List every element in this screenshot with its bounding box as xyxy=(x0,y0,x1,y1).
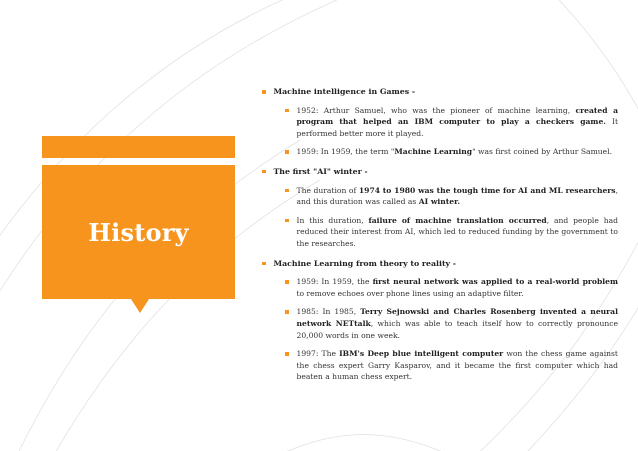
bold-text-run: IBM's Deep blue intelligent computer xyxy=(339,349,504,359)
bold-text-run: Terry Sejnowski and Charles Rosenberg invented a neural network NETtalk xyxy=(296,307,618,328)
section xyxy=(262,86,618,158)
sub-bullet-text xyxy=(297,105,619,140)
text-run: 1959: In 1959, the xyxy=(296,277,373,287)
sub-bullet-item xyxy=(285,215,618,250)
sub-bullet-item xyxy=(285,348,618,383)
text-run: , and people had reduced their interest from AI, which led to reduced funding by the government to the researches. xyxy=(296,215,618,248)
sub-bullet-text xyxy=(297,348,619,383)
accent-bar xyxy=(42,136,235,158)
text-run: , which was able to teach itself how to correctly pronounce 20,000 words in one week. xyxy=(296,318,618,340)
text-run: In this duration, xyxy=(296,215,369,225)
bullet-icon xyxy=(285,189,289,193)
sub-bullet-item xyxy=(285,276,618,299)
text-run: 1997: The xyxy=(296,349,340,359)
text-run: 1959: In 1959, the term " xyxy=(296,147,395,157)
bullet-icon xyxy=(262,262,266,266)
sub-bullet-item xyxy=(285,185,618,208)
sub-bullet-text xyxy=(297,215,619,250)
bullet-icon xyxy=(262,90,266,94)
sub-bullet-text xyxy=(297,306,619,341)
section-heading-text: Machine Learning from theory to reality - xyxy=(273,258,457,268)
bold-text-run: created a program that helped an IBM computer to play a checkers game. xyxy=(296,105,618,127)
text-run: " was first coined by Arthur Samuel. xyxy=(472,147,613,157)
bullet-icon xyxy=(285,352,289,356)
sub-bullet-text xyxy=(297,146,619,158)
section-heading-text: The first "AI" winter - xyxy=(273,166,368,176)
section xyxy=(262,166,618,250)
bold-text-run: failure of machine translation occurred xyxy=(368,215,547,225)
bullet-icon xyxy=(285,219,289,223)
slide-title: History xyxy=(88,217,189,247)
bold-text-run: 1974 to 1980 was the tough time for AI and ML researchers xyxy=(358,185,616,195)
bullet-icon xyxy=(285,150,289,154)
section-heading xyxy=(262,166,618,178)
bullet-list xyxy=(262,86,618,391)
bold-text-run: first neural network was applied to a real-world problem xyxy=(372,277,619,287)
sub-bullet-item xyxy=(285,105,618,140)
text-run: The duration of xyxy=(296,185,359,195)
section-heading xyxy=(262,86,618,98)
title-box xyxy=(42,165,235,299)
title-pointer xyxy=(131,299,149,313)
text-run: It performed better more it played. xyxy=(296,117,618,138)
bullet-icon xyxy=(285,109,289,113)
section-heading-text: Machine intelligence in Games - xyxy=(273,87,416,96)
arc-line xyxy=(250,435,460,451)
bullet-icon xyxy=(262,170,266,174)
text-run: 1952: Arthur Samuel, who was the pioneer of machine learning, xyxy=(296,105,576,115)
sub-bullet-item xyxy=(285,146,618,158)
text-run: to remove echoes over phone lines using an adaptive filter. xyxy=(296,288,524,298)
section xyxy=(262,258,618,383)
sub-bullet-item xyxy=(285,306,618,341)
sub-bullet-text xyxy=(297,276,619,299)
bullet-icon xyxy=(285,280,289,284)
sub-bullet-text xyxy=(297,185,619,208)
bold-text-run: AI winter. xyxy=(418,197,461,207)
text-run: 1985: In 1985, xyxy=(296,307,361,317)
section-heading xyxy=(262,258,618,270)
text-run: , and this duration was called as xyxy=(296,185,618,207)
bullet-icon xyxy=(285,310,289,314)
bold-text-run: Machine Learning xyxy=(394,147,473,157)
text-run: won the chess game against the chess expert Garry Kasparov, and it became the first computer which had beaten a human chess expert. xyxy=(296,349,618,382)
